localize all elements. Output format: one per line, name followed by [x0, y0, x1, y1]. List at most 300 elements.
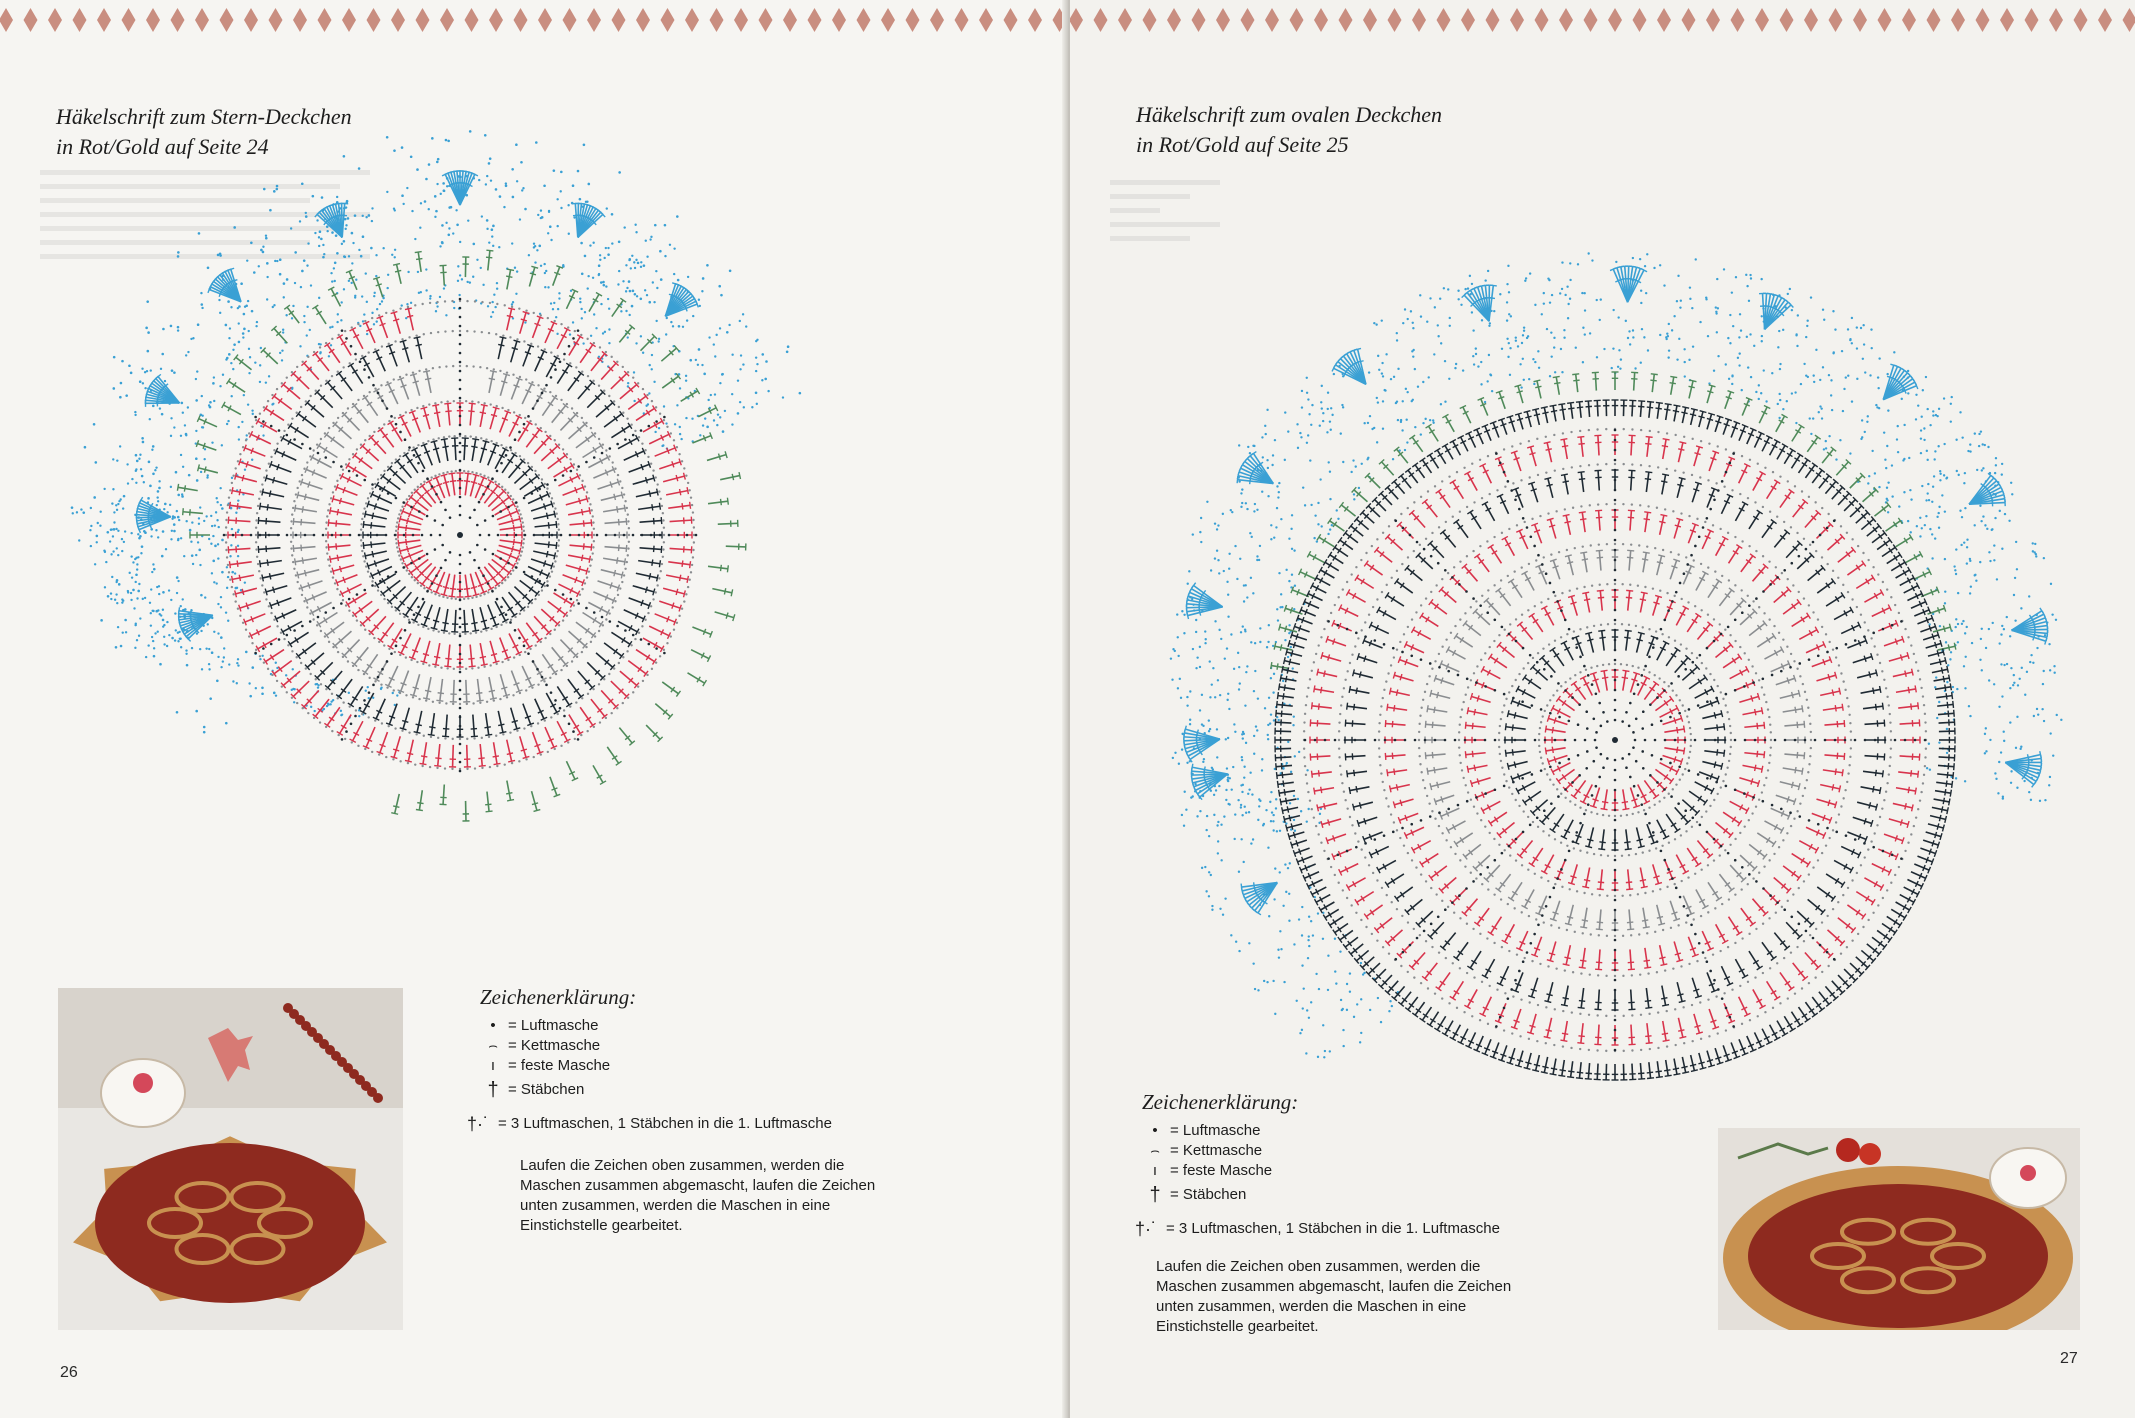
chain-stitch-symbol	[345, 604, 347, 606]
double-crochet-symbol	[633, 586, 654, 592]
double-crochet-crossbar	[393, 806, 399, 807]
chain-stitch-symbol	[487, 485, 490, 488]
double-crochet-top	[493, 661, 500, 663]
chain-stitch-symbol	[623, 534, 626, 537]
chain-stitch-symbol	[318, 297, 320, 299]
chain-stitch-symbol	[1543, 292, 1545, 294]
chain-stitch-symbol	[594, 432, 596, 434]
chain-stitch-symbol	[116, 509, 118, 511]
chain-stitch-symbol	[368, 391, 370, 393]
chain-stitch-symbol	[1583, 292, 1585, 294]
chain-stitch-symbol	[365, 216, 367, 218]
chain-stitch-symbol	[605, 534, 608, 537]
chain-stitch-symbol	[515, 534, 518, 537]
chain-stitch-symbol	[459, 397, 462, 400]
double-crochet-symbol	[424, 408, 430, 429]
chain-stitch-symbol	[396, 521, 398, 523]
chain-stitch-symbol	[422, 442, 424, 444]
double-crochet-symbol	[371, 437, 386, 453]
chain-stitch-symbol	[310, 706, 312, 708]
double-crochet-crossbar	[649, 573, 650, 579]
double-crochet-crossbar	[471, 587, 477, 589]
chain-stitch-symbol	[1920, 429, 1922, 431]
chain-stitch-symbol	[112, 535, 114, 537]
double-crochet-symbol	[593, 592, 613, 601]
chain-stitch-symbol	[213, 631, 215, 633]
chain-stitch-symbol	[325, 726, 327, 728]
chain-stitch-symbol	[195, 554, 197, 556]
chain-stitch-symbol	[538, 488, 541, 491]
chain-stitch-symbol	[695, 359, 697, 361]
double-crochet-symbol	[452, 474, 455, 496]
chain-stitch-symbol	[563, 358, 565, 360]
double-crochet-symbol	[557, 365, 569, 384]
double-crochet-top	[499, 337, 506, 338]
double-crochet-symbol	[629, 464, 650, 472]
chain-stitch-symbol	[459, 487, 462, 490]
chain-stitch-symbol	[426, 515, 429, 518]
diamond-ornament	[342, 8, 356, 32]
chain-stitch-symbol	[1228, 708, 1230, 710]
chain-stitch-symbol	[530, 725, 532, 727]
chain-stitch-symbol	[553, 502, 555, 504]
chain-stitch-symbol	[516, 730, 518, 732]
diamond-ornament	[48, 8, 62, 32]
diamond-ornament	[857, 8, 871, 32]
diamond-ornament	[195, 8, 209, 32]
chain-stitch-symbol	[142, 441, 145, 444]
chain-stitch-symbol	[1226, 699, 1228, 701]
double-crochet-symbol	[467, 745, 468, 767]
chain-stitch-symbol	[123, 495, 126, 498]
double-crochet-top	[687, 576, 688, 583]
chain-stitch-symbol	[155, 466, 157, 468]
diamond-ornament	[2074, 8, 2088, 32]
chain-stitch-symbol	[190, 541, 192, 543]
chain-stitch-symbol	[162, 609, 164, 611]
chain-stitch-symbol	[303, 468, 305, 470]
chain-stitch-symbol	[237, 460, 239, 462]
double-crochet-symbol	[528, 494, 548, 503]
double-crochet-top	[626, 545, 627, 552]
chain-stitch-symbol	[448, 435, 450, 437]
double-crochet-symbol	[628, 396, 646, 409]
chain-stitch-symbol	[444, 767, 446, 769]
double-crochet-symbol	[266, 650, 284, 662]
chain-stitch-symbol	[581, 317, 583, 319]
chain-stitch-symbol	[258, 498, 260, 500]
chain-stitch-symbol	[787, 345, 790, 348]
double-crochet-symbol	[312, 602, 331, 612]
double-crochet-symbol	[535, 543, 557, 545]
chain-stitch-symbol	[554, 479, 557, 482]
chain-stitch-symbol	[452, 232, 454, 234]
chain-stitch-symbol	[401, 338, 403, 340]
chain-stitch-symbol	[1944, 590, 1946, 592]
chain-stitch-symbol	[280, 632, 282, 634]
chain-stitch-symbol	[533, 534, 536, 537]
chain-stitch-symbol	[573, 463, 575, 465]
chain-stitch-symbol	[1480, 383, 1482, 385]
chain-stitch-symbol	[532, 407, 535, 410]
double-crochet-crossbar	[337, 555, 338, 561]
chain-stitch-symbol	[523, 423, 526, 426]
double-crochet-symbol	[545, 323, 554, 343]
chain-stitch-symbol	[203, 625, 205, 627]
chain-stitch-symbol	[549, 225, 552, 228]
chain-stitch-symbol	[248, 330, 250, 332]
double-crochet-crossbar	[372, 513, 373, 519]
double-crochet-symbol	[553, 267, 560, 286]
chain-stitch-symbol	[651, 368, 653, 370]
chain-stitch-symbol	[590, 427, 592, 429]
double-crochet-top	[179, 607, 180, 614]
double-crochet-top	[258, 517, 259, 524]
double-crochet-icon: †	[487, 1079, 499, 1101]
chain-stitch-symbol	[652, 281, 654, 283]
double-crochet-symbol	[403, 708, 409, 729]
chain-stitch-symbol	[479, 594, 481, 596]
chain-stitch-symbol	[205, 515, 207, 517]
chain-stitch-symbol	[215, 582, 217, 584]
chain-stitch-symbol	[432, 629, 434, 631]
chain-stitch-symbol	[417, 462, 420, 465]
chain-stitch-symbol	[247, 300, 249, 302]
chain-stitch-symbol	[1490, 310, 1492, 312]
chain-stitch-symbol	[255, 325, 257, 327]
double-crochet-top	[260, 560, 261, 567]
chain-stitch-symbol	[363, 395, 365, 397]
chain-stitch-symbol	[130, 532, 132, 534]
chain-stitch-symbol	[472, 276, 474, 278]
double-crochet-symbol	[640, 548, 662, 550]
double-crochet-top	[265, 589, 267, 596]
chain-stitch-symbol	[1206, 501, 1208, 503]
chain-stitch-symbol	[426, 553, 429, 556]
chain-stitch-symbol	[1397, 368, 1399, 370]
chain-stitch-symbol	[1449, 317, 1451, 319]
chain-stitch-symbol	[374, 387, 376, 389]
chain-stitch-symbol	[156, 496, 158, 498]
chain-stitch-symbol	[1823, 448, 1825, 450]
chain-stitch-symbol	[184, 617, 186, 619]
chain-stitch-symbol	[618, 240, 621, 243]
chain-stitch-symbol	[458, 294, 460, 296]
chain-stitch-symbol	[1949, 658, 1951, 660]
chain-stitch-symbol	[608, 308, 610, 310]
chain-stitch-symbol	[266, 276, 268, 278]
double-crochet-top	[423, 698, 430, 699]
chain-stitch-symbol	[632, 434, 635, 437]
chain-stitch-symbol	[134, 414, 136, 416]
chain-stitch-symbol	[107, 595, 110, 598]
chain-stitch-symbol	[173, 371, 176, 374]
chain-stitch-symbol	[611, 606, 613, 608]
double-crochet-crossbar	[421, 756, 427, 757]
double-crochet-symbol	[298, 643, 316, 656]
chain-stitch-symbol	[307, 356, 309, 358]
chain-stitch-symbol	[1825, 447, 1827, 449]
chain-stitch-symbol	[430, 476, 432, 478]
chain-stitch-symbol	[203, 726, 206, 729]
double-crochet-top	[473, 594, 480, 596]
chain-stitch-symbol	[430, 736, 432, 738]
chain-stitch-symbol	[166, 511, 168, 513]
chain-stitch-symbol	[1812, 417, 1814, 419]
chain-stitch-symbol	[356, 593, 359, 596]
chain-stitch-symbol	[473, 737, 475, 739]
chain-stitch-symbol	[1286, 762, 1288, 764]
double-crochet-crossbar	[301, 545, 302, 551]
double-crochet-crossbar	[619, 519, 620, 525]
chain-stitch-symbol	[1288, 538, 1290, 540]
chain-stitch-symbol	[490, 179, 492, 181]
double-crochet-top	[690, 561, 691, 568]
chain-stitch-symbol	[259, 655, 261, 657]
chain-stitch-symbol	[225, 526, 227, 528]
double-crochet-top	[444, 666, 451, 667]
chain-stitch-symbol	[646, 256, 648, 258]
double-crochet-symbol	[580, 345, 593, 363]
chain-stitch-symbol	[718, 285, 721, 288]
double-crochet-crossbar	[532, 803, 538, 805]
chain-stitch-symbol	[677, 279, 680, 282]
double-crochet-symbol	[507, 740, 512, 761]
chain-stitch-symbol	[232, 368, 234, 370]
chain-stitch-symbol	[663, 405, 665, 407]
chain-stitch-symbol	[396, 546, 398, 548]
double-crochet-symbol	[486, 713, 489, 735]
double-crochet-top	[260, 503, 261, 510]
chain-stitch-symbol	[159, 407, 161, 409]
chain-stitch-symbol	[348, 280, 350, 282]
chain-stitch-symbol	[139, 380, 142, 383]
chain-stitch-symbol	[343, 240, 346, 243]
chain-stitch-symbol	[603, 678, 605, 680]
chain-stitch-symbol	[587, 375, 589, 377]
double-crochet-symbol	[636, 408, 654, 420]
chain-stitch-symbol	[509, 446, 512, 449]
chain-stitch-symbol	[332, 491, 334, 493]
chain-stitch-symbol	[338, 223, 341, 226]
chain-stitch-symbol	[485, 629, 487, 631]
chain-stitch-symbol	[340, 465, 343, 468]
chain-stitch-symbol	[435, 310, 437, 312]
chain-stitch-symbol	[177, 494, 180, 497]
chain-stitch-symbol	[1684, 375, 1686, 377]
chain-stitch-symbol	[581, 272, 584, 275]
chain-stitch-symbol	[376, 320, 378, 322]
chain-stitch-symbol	[475, 472, 477, 474]
chain-stitch-symbol	[291, 371, 293, 373]
double-crochet-symbol	[578, 382, 592, 399]
double-crochet-crossbar	[445, 411, 451, 412]
double-crochet-crossbar	[548, 541, 549, 547]
chain-stitch-symbol	[151, 636, 153, 638]
chain-stitch-symbol	[1959, 411, 1961, 413]
teapot-flower	[133, 1073, 153, 1093]
chain-stitch-symbol	[556, 333, 558, 335]
chain-stitch-symbol	[295, 656, 297, 658]
chart-heading-line-2: in Rot/Gold auf Seite 24	[56, 134, 269, 159]
double-crochet-top	[365, 552, 367, 559]
chain-stitch-symbol	[499, 195, 502, 198]
chain-stitch-symbol	[729, 269, 732, 272]
legend-item-label: = feste Masche	[508, 1057, 611, 1074]
chain-stitch-symbol	[1341, 373, 1343, 375]
chain-stitch-symbol	[213, 376, 215, 378]
chain-stitch-symbol	[498, 246, 500, 248]
chain-stitch-symbol	[395, 609, 397, 611]
chain-stitch-symbol	[562, 593, 565, 596]
double-crochet-crossbar	[471, 482, 477, 484]
double-crochet-top	[410, 374, 417, 376]
double-crochet-top	[183, 508, 184, 515]
chain-stitch-symbol	[1806, 325, 1808, 327]
double-crochet-crossbar	[512, 546, 514, 552]
double-crochet-top	[391, 312, 398, 314]
chain-stitch-symbol	[633, 400, 635, 402]
chain-stitch-symbol	[489, 302, 491, 304]
chain-stitch-symbol	[149, 485, 152, 488]
chain-stitch-symbol	[1233, 668, 1235, 670]
chain-stitch-symbol	[229, 579, 231, 581]
double-crochet-symbol	[446, 715, 448, 737]
chain-stitch-symbol	[237, 545, 239, 547]
chain-stitch-symbol	[139, 535, 142, 538]
chain-stitch-symbol	[203, 613, 205, 615]
chain-stitch-symbol	[1464, 288, 1466, 290]
chain-stitch-symbol	[221, 507, 224, 510]
chain-stitch-symbol	[608, 342, 610, 344]
diamond-ornament	[0, 8, 13, 32]
chain-stitch-symbol	[585, 646, 587, 648]
chain-stitch-symbol	[1477, 365, 1479, 367]
chain-stitch-symbol	[380, 474, 382, 476]
double-crochet-symbol	[588, 457, 607, 467]
chain-stitch-symbol	[207, 266, 210, 269]
double-crochet-top	[554, 552, 556, 559]
chain-stitch-symbol	[489, 766, 491, 768]
chain-stitch-symbol	[260, 425, 262, 427]
double-crochet-crossbar	[204, 466, 206, 472]
chain-stitch-symbol	[443, 436, 445, 438]
chain-stitch-symbol	[406, 303, 408, 305]
chain-stitch-symbol	[678, 615, 680, 617]
chain-stitch-symbol	[523, 340, 525, 342]
chain-stitch-symbol	[1204, 642, 1206, 644]
chain-stitch-symbol	[466, 738, 468, 740]
chain-stitch-symbol	[226, 511, 228, 513]
chain-stitch-symbol	[737, 379, 739, 381]
chain-stitch-symbol	[1921, 415, 1923, 417]
chain-stitch-symbol	[546, 584, 549, 587]
double-crochet-symbol	[266, 478, 287, 484]
chain-stitch-symbol	[589, 503, 591, 505]
chain-stitch-symbol	[293, 701, 295, 703]
chain-stitch-symbol	[238, 322, 240, 324]
chain-stitch-symbol	[337, 313, 339, 315]
chain-stitch-symbol	[1291, 574, 1293, 576]
chain-stitch-symbol	[600, 281, 603, 284]
double-crochet-crossbar	[407, 518, 409, 524]
double-crochet-symbol	[401, 417, 411, 437]
chain-stitch-symbol	[412, 696, 414, 698]
double-crochet-top	[330, 556, 331, 563]
chain-stitch-symbol	[622, 366, 624, 368]
chain-stitch-symbol	[255, 687, 257, 689]
double-crochet-symbol	[353, 329, 363, 349]
chain-stitch-symbol	[486, 175, 488, 177]
chain-stitch-symbol	[180, 454, 182, 456]
double-crochet-symbol	[317, 392, 333, 408]
chain-stitch-symbol	[245, 651, 248, 654]
chain-stitch-symbol	[130, 592, 132, 594]
double-crochet-crossbar	[489, 690, 495, 691]
double-crochet-crossbar	[395, 270, 401, 271]
double-crochet-top	[621, 572, 623, 579]
chain-stitch-symbol	[1753, 345, 1755, 347]
chain-stitch-symbol	[545, 684, 548, 687]
chain-stitch-symbol	[306, 334, 308, 336]
chain-stitch-symbol	[423, 735, 425, 737]
chain-stitch-symbol	[367, 686, 369, 688]
double-crochet-top	[586, 495, 588, 502]
chain-stitch-symbol	[550, 302, 552, 304]
double-crochet-symbol	[662, 376, 678, 388]
double-crochet-symbol	[576, 435, 594, 448]
chain-stitch-symbol	[685, 375, 687, 377]
chain-stitch-symbol	[157, 490, 160, 493]
double-crochet-symbol	[668, 562, 690, 565]
chain-stitch-symbol	[480, 437, 482, 439]
double-crochet-symbol	[294, 547, 316, 549]
chain-stitch-symbol	[1967, 450, 1969, 452]
double-crochet-symbol	[522, 666, 531, 686]
chain-stitch-symbol	[459, 662, 462, 665]
chain-stitch-symbol	[1950, 403, 1952, 405]
double-crochet-symbol	[659, 462, 680, 469]
chain-stitch-symbol	[1666, 333, 1668, 335]
chain-stitch-symbol	[440, 501, 443, 504]
chain-stitch-symbol	[527, 606, 529, 608]
chain-stitch-symbol	[206, 476, 208, 478]
chain-stitch-symbol	[221, 444, 223, 446]
chain-stitch-symbol	[523, 609, 525, 611]
double-crochet-symbol	[472, 609, 476, 631]
chain-stitch-symbol	[344, 228, 346, 230]
chain-stitch-symbol	[255, 534, 257, 536]
double-crochet-top	[405, 308, 412, 310]
double-crochet-symbol	[523, 346, 531, 367]
double-crochet-crossbar	[1489, 298, 1495, 299]
chain-stitch-symbol	[485, 438, 487, 440]
chain-stitch-symbol	[2036, 647, 2038, 649]
chain-stitch-symbol	[251, 666, 254, 669]
double-crochet-symbol	[529, 267, 534, 286]
chain-stitch-symbol	[139, 454, 141, 456]
double-crochet-symbol	[670, 520, 692, 521]
double-crochet-symbol	[383, 580, 401, 593]
chain-stitch-symbol	[1266, 459, 1268, 461]
double-crochet-symbol	[260, 506, 282, 509]
chain-stitch-symbol	[273, 304, 275, 306]
chain-stitch-symbol	[549, 391, 551, 393]
double-crochet-symbol	[692, 436, 711, 443]
double-crochet-symbol	[587, 662, 603, 678]
chain-stitch-symbol	[399, 431, 402, 434]
double-crochet-top	[441, 439, 448, 440]
